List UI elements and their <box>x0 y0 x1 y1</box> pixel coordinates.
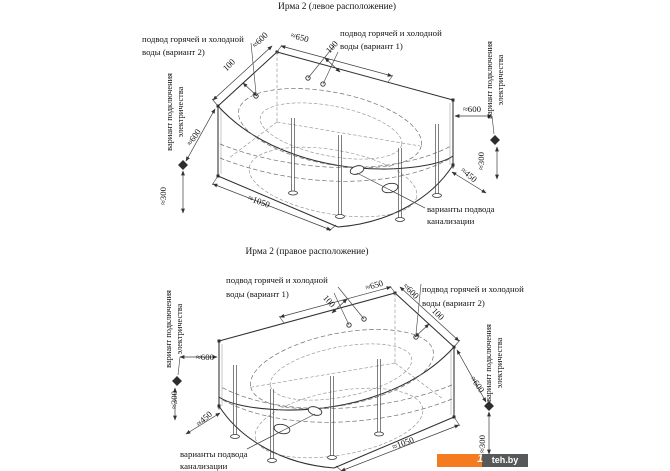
dim-450-label: ≈450 <box>193 409 215 429</box>
electric-left-label-line1: вариант подключения <box>164 290 173 368</box>
supply-v1-label-line2: воды (вариант 1) <box>340 41 403 51</box>
electric-left-label-line1: вариант подключения <box>165 73 174 151</box>
dim-100-left-label: 100 <box>321 292 338 310</box>
drain-label-line1: варианты подвода <box>180 449 248 459</box>
dim-600-left-label: ≈600 <box>184 127 203 148</box>
electric-right-label-line1: вариант подключения <box>485 41 494 119</box>
dim-100-left-label: 100 <box>220 56 238 74</box>
diagram-title-right: Ирма 2 (правое расположение) <box>245 247 369 257</box>
supply-v1-label-line2: воды (вариант 1) <box>226 289 289 299</box>
labels-right-diagram <box>164 246 524 471</box>
watermark-one-mark: 1 <box>477 453 484 465</box>
dim-300-left-label: ≈300 <box>158 186 168 206</box>
supply-v1-label-line1: подвод горячей и холодной <box>226 275 328 285</box>
drain-label-line2: канализации <box>427 216 475 226</box>
labels-left-diagram <box>142 1 505 226</box>
dim-650-label: ≈650 <box>289 29 310 45</box>
dim-100-right-label: 100 <box>429 305 447 323</box>
supply-v2-label-line1: подвод горячей и холодной <box>422 284 524 294</box>
electric-left-label-line2: электричества <box>175 303 184 355</box>
electric-right-label-line1: вариант подключения <box>484 324 493 402</box>
supply-v2-label-line1: подвод горячей и холодной <box>142 34 244 44</box>
dim-600-right-label: ≈600 <box>468 374 487 395</box>
dim-300-right-label: ≈300 <box>477 434 487 454</box>
electric-right-label-line2: электричества <box>495 337 504 389</box>
dim-300-right-label: ≈300 <box>476 151 486 171</box>
electric-right-label-line2: электричества <box>496 54 505 106</box>
electric-left-label-line2: электричества <box>176 86 185 138</box>
supply-v2-label-line2: воды (вариант 2) <box>422 298 485 308</box>
watermark-text-block <box>477 453 528 467</box>
drain-label-line1: варианты подвода <box>427 204 495 214</box>
dim-1050-label: ≈1050 <box>246 192 272 210</box>
watermark-text: teh.by <box>491 455 519 465</box>
dim-600-top-label: ≈600 <box>401 280 422 301</box>
supply-v2-label-line2: воды (вариант 2) <box>142 47 205 57</box>
diagram-title-left: Ирма 2 (левое расположение) <box>278 2 396 12</box>
dim-600-top-label: ≈600 <box>249 29 270 50</box>
dim-650-label: ≈650 <box>364 277 385 293</box>
bathtub-linework-right <box>172 284 494 471</box>
drain-label-line2: канализации <box>180 461 228 471</box>
supply-v1-label-line1: подвод горячей и холодной <box>340 28 442 38</box>
dim-450-label: ≈450 <box>458 165 480 185</box>
dim-1050-label: ≈1050 <box>390 434 416 452</box>
dim-600-right-label: ≈600 <box>462 104 482 114</box>
watermark-logo <box>437 454 528 467</box>
dim-600-left-label: ≈600 <box>195 352 215 362</box>
dim-300-left-label: ≈300 <box>169 390 179 410</box>
watermark-orange-block <box>437 454 482 467</box>
dim-100-right-label: 100 <box>323 38 340 56</box>
